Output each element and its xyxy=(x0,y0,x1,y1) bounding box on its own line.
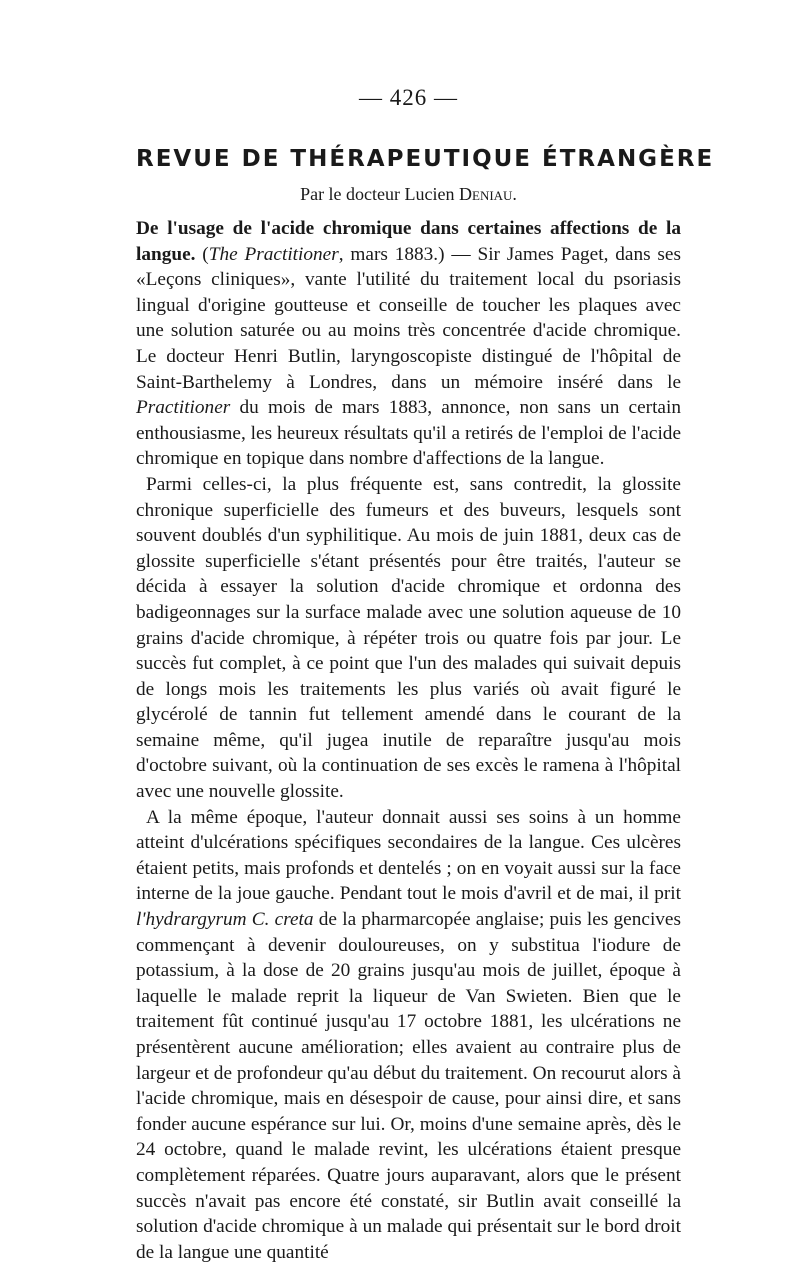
book-page xyxy=(136,84,715,1265)
paragraph-intro xyxy=(136,216,681,472)
byline-prefix: Par le docteur Lucien xyxy=(300,184,459,204)
author-name: Deniau. xyxy=(459,184,517,204)
byline xyxy=(136,182,681,206)
paragraph-ulcerations-part-a: A la même époque, l'auteur donnait aussi ses soins à un homme atteint d'ulcérations spécifiques secondaires de la langue. Ces ulcères étaient petits, mais profonds et dentelés ; on en voyait aussi sur la face interne de la joue gauche. Pendant tout le mois d'avril et de mai, il prit xyxy=(136,806,681,905)
paragraph-intro-part-c: du mois de mars 1883, annonce, non sans un certain enthousiasme, les heureux résultats qu'il a retirés de l'emploi de l'acide chromique en topique dans nombre d'affections de la langue. xyxy=(136,397,681,470)
section-title: REVUE DE THÉRAPEUTIQUE ÉTRANGÈRE xyxy=(136,146,715,172)
page-number: — 426 — xyxy=(359,85,458,110)
journal-title: The Practitioner xyxy=(208,243,339,265)
paragraph-ulcerations xyxy=(136,805,681,1265)
article-lead-title: De l'usage de l'acide chromique dans certaines affections de la langue. xyxy=(136,218,681,265)
drug-name: l'hydrargyrum C. creta xyxy=(136,909,314,931)
paragraph-glossite: Parmi celles-ci, la plus fréquente est, sans contredit, la glossite chronique superficielle des fumeurs et des buveurs, lesquels sont souvent doublés d'un syphilitique. Au mois de juin 1881, deux cas de glossite superficielle s'étant présentés pour être traités, l'auteur se décida à essayer la solution d'acide chromique et ordonna des badigeonnages sur la surface malade avec une solution aqueuse de 10 grains d'acide chromique, à répéter trois ou quatre fois par jour. Le succès fut complet, à ce point que l'un des malades qui suivait depuis de longs mois les traitements les plus variés où avait figuré le glycérolé de tannin fut tellement amendé dans le courant de la semaine même, qu'il jugea inutile de reparaître jusqu'au mois d'octobre suivant, où la continuation de ses excès le ramena à l'hôpital avec une nouvelle glossite. xyxy=(136,473,681,803)
paragraph-intro-part-a: ( xyxy=(195,243,209,265)
paragraph-ulcerations-part-b: de la pharmarcopée anglaise; puis les gencives commençant à devenir douloureuses, on y substitua l'iodure de potassium, à la dose de 20 grains jusqu'au mois de juillet, époque à laquelle le malade reprit la liqueur de Van Swieten. Bien que le traitement fût continué jusqu'au 17 octobre 1881, les ulcérations ne présentèrent aucune amélioration; elles avaient au contraire plus de largeur et de profondeur qu'au début du traitement. On recourut alors à l'acide chromique, mais en désespoir de cause, pour ainsi dire, et sans fonder aucune espérance sur lui. Or, moins d'une semaine après, dès le 24 octobre, quand le malade revint, les ulcérations étaient presque complètement réparées. Quatre jours auparavant, alors que le présent succès n'avait pas encore été constaté, sir Butlin avait conseillé la solution d'acide chromique à un malade qui présentait sur le bord droit de la langue une quantité xyxy=(136,909,681,1263)
journal-title-second: Practitioner xyxy=(136,397,231,419)
paragraph-intro-part-b: , mars 1883.) — Sir James Paget, dans ses «Leçons cliniques», vante l'utilité du traitement local du psoriasis lingual d'origine goutteuse et conseille de toucher les plaques avec une solution saturée ou au moins très concentrée d'acide chromique. Le docteur Henri Butlin, laryngoscopiste distingué de l'hôpital de Saint-Barthelemy à Londres, dans un mémoire inséré dans le xyxy=(136,243,681,393)
